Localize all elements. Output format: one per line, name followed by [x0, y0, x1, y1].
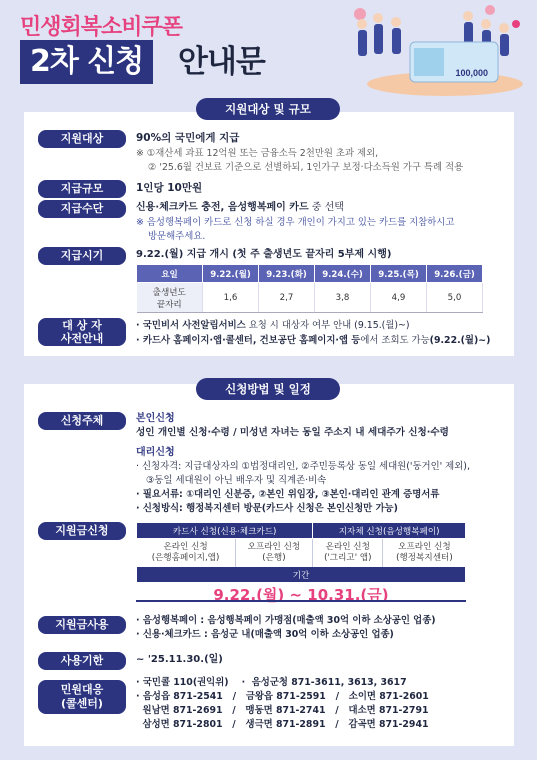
method-note1: ※ 음성행복페이 카드로 신청 하실 경우 개인이 가지고 있는 카드를 지참하시고	[136, 217, 455, 228]
subtitle: 민생회복소비쿠폰	[20, 15, 183, 40]
target-note2: ② '25.6월 건보료 기준으로 선별하되, 1인가구 보정·다소득원 가구 특례 적용	[148, 162, 464, 173]
proxy-line2: ③동일 세대원이 아닌 배우자 및 직계존·비속	[146, 475, 327, 486]
payment-cell: 오프라인 신청 (은행)	[235, 539, 313, 567]
usage-line2: · 신용·체크카드 : 음성군 내(매출액 30억 이하 소상공인 업종)	[136, 629, 394, 640]
schedule-row-label: 출생년도 끝자리	[137, 283, 203, 313]
callcenter-line3: 원남면 871-2691 / 맹동면 871-2741 / 대소면 871-2791	[136, 705, 429, 716]
label-target: 지원대상	[38, 130, 126, 148]
callcenter-line4: 삼성면 871-2801 / 생극면 871-2891 / 감곡면 871-2941	[136, 719, 429, 730]
scale-text: 1인당 10만원	[136, 182, 203, 194]
target-main: 90%의 국민에게 지급	[136, 132, 240, 144]
schedule-table	[136, 264, 483, 313]
label-subject: 신청주체	[38, 412, 126, 430]
schedule-header-mon: 9.22.(월)	[203, 265, 259, 283]
schedule-header-thu: 9.25.(목)	[371, 265, 427, 283]
usage-line1: · 음성행복페이 : 음성행복페이 가맹점(매출액 30억 이하 소상공인 업종)	[136, 615, 436, 626]
proxy-line4: · 신청방식: 행정복지센터 방문(카드사 신청은 본인신청만 가능)	[136, 503, 398, 514]
method-main	[136, 201, 344, 215]
card-amount: 100,000	[455, 68, 488, 78]
payment-cell: 온라인 신청 ('그리고' 앱)	[313, 539, 383, 567]
timing-text: 9.22.(월) 지급 개시 (첫 주 출생년도 끝자리 5부제 시행)	[136, 249, 392, 260]
label-timing: 지급시기	[38, 247, 126, 265]
schedule-header-day: 요일	[137, 265, 203, 283]
label-method: 지급수단	[38, 200, 126, 218]
schedule-cell: 2,7	[259, 283, 315, 313]
title-highlight: 2차 신청	[20, 40, 153, 84]
payment-header-row	[137, 523, 466, 539]
schedule-cell: 3,8	[315, 283, 371, 313]
label-notice: 대 상 자 사전안내	[38, 318, 126, 346]
people-card-illustration	[340, 0, 530, 98]
payment-col-local: 지자체 신청(음성행복페이)	[313, 523, 466, 539]
page-title: 안내문	[178, 44, 265, 80]
label-scale: 지급규모	[38, 180, 126, 198]
schedule-cell: 4,9	[371, 283, 427, 313]
label-callcenter: 민원대응 (콜센터)	[38, 680, 126, 714]
label-deadline: 사용기한	[38, 652, 126, 670]
payment-period-row	[137, 567, 466, 583]
payment-table	[136, 522, 466, 583]
schedule-value-row	[137, 283, 483, 313]
callcenter-line1: · 국민콜 110(권익위) · 음성군청 871-3611, 3613, 3617	[136, 677, 407, 688]
proxy-line1: · 신청자격: 지급대상자의 ①법정대리인, ②주민등록상 동일 세대원('동거인' 제외),	[136, 461, 470, 472]
section-title-application: 신청방법 및 일정	[196, 378, 340, 400]
schedule-header-tue: 9.23.(화)	[259, 265, 315, 283]
proxy-line3: · 필요서류: ①대리인 신분증, ②본인 위임장, ③본인·대리인 관계 증명서류	[136, 489, 440, 500]
section-title-eligibility: 지원대상 및 규모	[196, 98, 340, 120]
payment-cell: 온라인 신청 (은행홈페이지,앱)	[137, 539, 236, 567]
self-text: 성인 개인별 신청·수령 / 미성년 자녀는 동일 주소지 내 세대주가 신청·수령	[136, 427, 449, 438]
method-note2: 방문해주세요.	[148, 231, 206, 242]
schedule-cell: 1,6	[203, 283, 259, 313]
label-payment: 지원금신청	[38, 522, 126, 540]
schedule-header-row	[137, 265, 483, 283]
notice-line1: · 국민비서 사전알림서비스 요청 시 대상자 여부 안내 (9.15.(월)~)	[136, 320, 410, 331]
period-underline	[136, 600, 466, 602]
method-main-bold: 신용·체크카드 충전, 음성행복페이 카드	[136, 202, 309, 213]
target-note1: ※ ①재산세 과표 12억원 또는 금융소득 2천만원 초과 제외,	[136, 148, 379, 159]
self-title: 본인신청	[136, 413, 175, 424]
notice-line2: · 카드사 홈페이지·앱·콜센터, 건보공단 홈페이지·앱 등에서 조회도 가능(9.22.(월)~)	[136, 335, 491, 346]
label-usage: 지원금사용	[38, 616, 126, 634]
deadline-text: ~ '25.11.30.(일)	[136, 654, 223, 665]
schedule-header-wed: 9.24.(수)	[315, 265, 371, 283]
payment-method-row	[137, 539, 466, 567]
callcenter-line2: · 음성읍 871-2541 / 금왕읍 871-2591 / 소이면 871-2601	[136, 691, 429, 702]
payment-col-card: 카드사 신청(신용·체크카드)	[137, 523, 313, 539]
schedule-header-fri: 9.26.(금)	[427, 265, 483, 283]
application-period: 9.22.(월) ~ 10.31.(금)	[213, 586, 389, 604]
payment-period-label: 기간	[137, 567, 466, 583]
method-main-rest: 중 선택	[308, 202, 344, 213]
payment-cell: 오프라인 신청 (행정복지센터)	[396, 541, 453, 563]
schedule-cell: 5,0	[427, 283, 483, 313]
proxy-title: 대리신청	[136, 447, 175, 458]
